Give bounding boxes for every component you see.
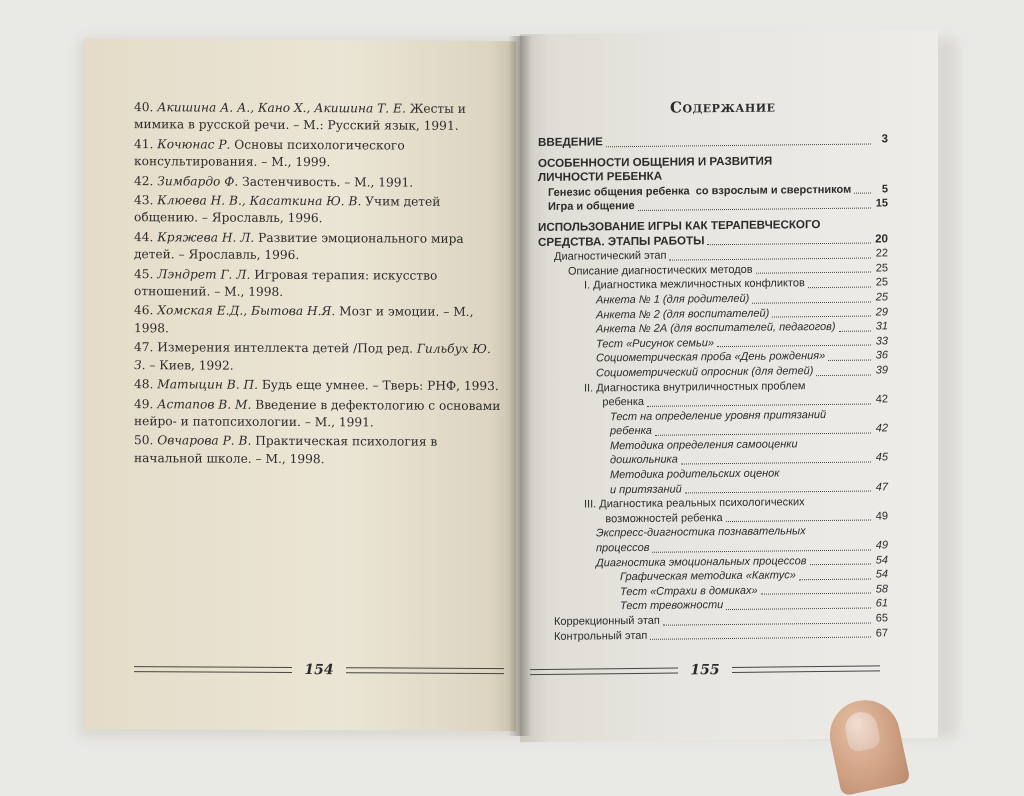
entry-authors: Кочюнас Р. bbox=[157, 137, 231, 152]
entry-number: 41. bbox=[134, 136, 154, 152]
toc-page-number: 25 bbox=[875, 262, 888, 275]
page-number-left: 154 bbox=[304, 662, 334, 679]
toc-leader-dots bbox=[808, 286, 871, 288]
entry-authors: Акишина А. А., Кано Х., Акишина Т. Е. bbox=[157, 100, 406, 116]
bibliography-entry bbox=[134, 339, 504, 376]
toc-page-number: 49 bbox=[875, 539, 888, 552]
toc-entry-label: Игра и общение bbox=[548, 200, 635, 214]
toc-entry bbox=[538, 153, 888, 186]
toc-entry bbox=[538, 217, 888, 250]
toc-entry bbox=[538, 495, 888, 528]
entry-authors: Овчарова Р. В. bbox=[157, 433, 252, 449]
footer-rule-right bbox=[732, 665, 880, 673]
toc-leader-dots bbox=[854, 193, 871, 194]
toc-leader-dots bbox=[717, 345, 871, 348]
toc-entry-label: Тест «Рисунок семьи» bbox=[596, 336, 714, 351]
toc-page-number: 15 bbox=[875, 197, 888, 210]
toc-leader-dots bbox=[685, 491, 871, 494]
toc-leader-dots bbox=[650, 637, 871, 640]
toc-entry-label: Тест «Страхи в домиках» bbox=[620, 584, 758, 598]
toc-page-number: 42 bbox=[875, 422, 888, 435]
book-gutter bbox=[508, 36, 532, 736]
entry-number: 47. bbox=[134, 340, 154, 355]
toc-entry-label: Диагностический этап bbox=[554, 249, 667, 263]
toc-leader-dots bbox=[652, 549, 871, 552]
toc-page-number: 49 bbox=[875, 510, 888, 523]
toc-entry bbox=[538, 436, 888, 469]
entry-authors: Клюева Н. В., Касаткина Ю. В. bbox=[157, 193, 362, 209]
toc-entry-label: Описание диагностических методов bbox=[568, 263, 753, 278]
entry-text: Введение в дефектологию с основами нейро- и патопсихологии. – М., 1991. bbox=[134, 397, 501, 430]
toc-entry bbox=[538, 465, 888, 498]
toc-entry bbox=[538, 132, 888, 150]
entry-number: 46. bbox=[134, 303, 154, 318]
toc-entry-label: и притязаний bbox=[610, 483, 682, 496]
toc-page-number: 61 bbox=[875, 597, 888, 610]
toc-entry-label: Анкета № 1 (для родителей) bbox=[596, 292, 750, 307]
toc-entry-label: Коррекционный этап bbox=[554, 614, 660, 628]
toc-leader-dots bbox=[816, 374, 871, 376]
footer-rule-right bbox=[346, 667, 504, 674]
toc-leader-dots bbox=[772, 316, 871, 318]
entry-text: Мозг и эмоции. – М., 1998. bbox=[134, 304, 474, 336]
toc-page-number: 5 bbox=[881, 183, 888, 196]
toc-entry-line: ИСПОЛЬЗОВАНИЕ ИГРЫ КАК ТЕРАПЕВЧЕСКОГО bbox=[538, 218, 821, 234]
toc-entry-label: I. Диагностика межличностных конфликтов bbox=[584, 277, 805, 292]
toc-entry-row bbox=[548, 197, 888, 215]
entry-text: Игровая терапия: искусство отношений. – М., 1998. bbox=[134, 267, 438, 299]
toc-entry-label: Тест тревожности bbox=[620, 599, 724, 613]
right-page bbox=[520, 30, 938, 742]
entry-authors: Астапов В. М. bbox=[157, 396, 252, 412]
toc-entry-label: дошкольника bbox=[610, 454, 678, 467]
entry-text: Застенчивость. – М., 1991. bbox=[238, 174, 414, 190]
entry-authors: Матыцин В. П. bbox=[157, 377, 258, 392]
toc-page-number: 20 bbox=[875, 231, 888, 246]
toc-page-number: 31 bbox=[875, 320, 888, 333]
toc-entry-label: Социометрическая проба «День рождения» bbox=[596, 350, 826, 365]
bibliography-entry bbox=[134, 229, 504, 266]
toc-entry-label: ребенка bbox=[584, 395, 644, 409]
toc-page-number: 33 bbox=[875, 335, 888, 348]
toc-entry-row bbox=[554, 626, 888, 644]
toc-leader-dots bbox=[681, 462, 871, 465]
toc-entry-line: Методика родительских оценок bbox=[610, 467, 780, 482]
toc-entry-line: Тест на определение уровня притязаний bbox=[610, 408, 827, 423]
toc-entry-label: Генезис общения ребенка со взрослым и сверстником bbox=[548, 183, 852, 199]
toc-leader-dots bbox=[756, 272, 871, 274]
toc-leader-dots bbox=[761, 593, 871, 595]
toc-leader-dots bbox=[638, 207, 871, 210]
toc-page-number: 45 bbox=[875, 451, 888, 464]
entry-text: Практическая психология в начальной школе. – М., 1998. bbox=[134, 434, 438, 466]
bibliography-list bbox=[134, 99, 504, 471]
toc-page-number: 36 bbox=[875, 349, 888, 362]
toc-page-number: 54 bbox=[875, 553, 888, 567]
toc-entry-label: Анкета № 2 (для воспитателей) bbox=[596, 307, 770, 321]
footer-rule-left bbox=[530, 668, 678, 676]
bibliography-entry bbox=[134, 99, 504, 136]
entry-authors: Кряжева Н. Л. bbox=[157, 230, 255, 245]
toc-page-number: 58 bbox=[875, 583, 888, 596]
left-page-footer bbox=[134, 661, 504, 679]
toc-entry-label: процессов bbox=[596, 541, 650, 555]
toc-page-number: 65 bbox=[875, 612, 888, 625]
toc-entry-label: Анкета № 2А (для воспитателей, педагогов) bbox=[596, 321, 836, 336]
toc-leader-dots bbox=[707, 243, 871, 246]
toc-entry-label: Социометрический опросник (для детей) bbox=[596, 365, 814, 380]
entry-text: Развитие эмоционального мира детей. – Ярославль, 1996. bbox=[134, 230, 464, 263]
footer-rule-left bbox=[134, 666, 292, 673]
toc-leader-dots bbox=[726, 520, 871, 523]
toc-page-number: 67 bbox=[875, 626, 888, 640]
toc-entry-label: Контрольный этап bbox=[554, 629, 648, 643]
toc-leader-dots bbox=[663, 622, 871, 625]
toc-entry-label: ВВЕДЕНИЕ bbox=[538, 135, 603, 150]
toc-page-number: 54 bbox=[875, 568, 888, 581]
bibliography-entry bbox=[134, 173, 504, 192]
toc-leader-dots bbox=[647, 403, 871, 406]
toc-entry bbox=[538, 407, 888, 440]
toc-entry bbox=[538, 378, 888, 411]
entry-number: 43. bbox=[134, 193, 154, 208]
toc-entry-line: II. Диагностика внутриличностных проблем bbox=[584, 379, 806, 395]
entry-editor: Гильбух Ю. З. bbox=[134, 341, 491, 372]
entry-number: 40. bbox=[134, 100, 154, 115]
toc-entry-label: Графическая методика «Кактус» bbox=[620, 569, 796, 584]
bibliography-entry bbox=[134, 192, 504, 229]
entry-authors: Лэндрет Г. Л. bbox=[157, 266, 251, 282]
entry-number: 45. bbox=[134, 266, 154, 281]
page-number-right: 155 bbox=[690, 662, 720, 679]
toc-leader-dots bbox=[669, 257, 871, 260]
toc-entry-line: Методика определения самооценки bbox=[610, 438, 798, 453]
entry-number: 44. bbox=[134, 229, 154, 245]
toc-page-number: 25 bbox=[875, 276, 888, 289]
toc-leader-dots bbox=[828, 359, 871, 360]
right-page-footer bbox=[530, 660, 880, 680]
toc-leader-dots bbox=[726, 608, 871, 611]
entry-text: Будь еще умнее. – Тверь: РНФ, 1993. bbox=[257, 377, 499, 394]
bibliography-entry bbox=[134, 266, 504, 303]
entry-text-tail: – Киев, 1992. bbox=[145, 357, 234, 373]
toc-leader-dots bbox=[810, 564, 872, 566]
toc-leader-dots bbox=[752, 301, 871, 303]
entry-number: 50. bbox=[134, 433, 154, 448]
table-of-contents bbox=[538, 126, 888, 644]
entry-number: 48. bbox=[134, 377, 154, 392]
toc-entry-label: Диагностика эмоциональных процессов bbox=[596, 554, 807, 570]
toc-page-number: 25 bbox=[875, 291, 888, 304]
toc-entry-label: возможностей ребенка bbox=[584, 511, 723, 526]
entry-text: Измерения интеллекта детей /Под ред. bbox=[157, 340, 417, 356]
left-page bbox=[84, 39, 516, 731]
toc-entry bbox=[538, 626, 888, 644]
bibliography-entry bbox=[134, 376, 504, 395]
toc-entry-label: СРЕДСТВА. ЭТАПЫ РАБОТЫ bbox=[538, 233, 705, 249]
entry-authors: Зимбардо Ф. bbox=[157, 173, 239, 189]
entry-text: Основы психологического консультирования. – М., 1999. bbox=[134, 137, 405, 170]
toc-page-number: 22 bbox=[875, 247, 888, 260]
entry-text: Жесты и мимика в русской речи. – М.: Русский язык, 1991. bbox=[134, 101, 466, 134]
toc-leader-dots bbox=[799, 578, 871, 580]
toc-entry bbox=[538, 197, 888, 215]
toc-leader-dots bbox=[839, 330, 871, 331]
toc-page-number: 39 bbox=[875, 364, 888, 377]
bibliography-entry bbox=[134, 396, 504, 433]
bibliography-entry bbox=[134, 432, 504, 469]
entry-number: 49. bbox=[134, 396, 154, 411]
toc-entry-line: III. Диагностика реальных психологических bbox=[584, 496, 805, 511]
entry-text: Учим детей общению. – Ярославль, 1996. bbox=[134, 194, 441, 226]
toc-entry-row bbox=[538, 132, 888, 150]
toc-page-number: 47 bbox=[875, 480, 888, 494]
bibliography-entry bbox=[134, 136, 504, 173]
toc-leader-dots bbox=[606, 143, 871, 147]
toc-page-number: 42 bbox=[875, 393, 888, 406]
toc-entry-line: ОСОБЕННОСТИ ОБЩЕНИЯ И РАЗВИТИЯ bbox=[538, 154, 773, 170]
bibliography-entry bbox=[134, 303, 504, 340]
toc-page-number: 29 bbox=[875, 305, 888, 318]
toc-entry bbox=[538, 524, 888, 557]
toc-page-number: 3 bbox=[881, 132, 888, 146]
entry-number: 42. bbox=[134, 173, 154, 188]
toc-leader-dots bbox=[655, 432, 871, 435]
entry-authors: Хомская Е.Д., Бытова Н.Я. bbox=[157, 303, 336, 319]
toc-entry-label: ребенка bbox=[610, 425, 652, 438]
toc-entry-label: ЛИЧНОСТИ РЕБЕНКА bbox=[538, 169, 663, 185]
toc-entry-line: Экспресс-диагностика познавательных bbox=[596, 525, 806, 540]
toc-title: Содержание bbox=[670, 97, 776, 117]
